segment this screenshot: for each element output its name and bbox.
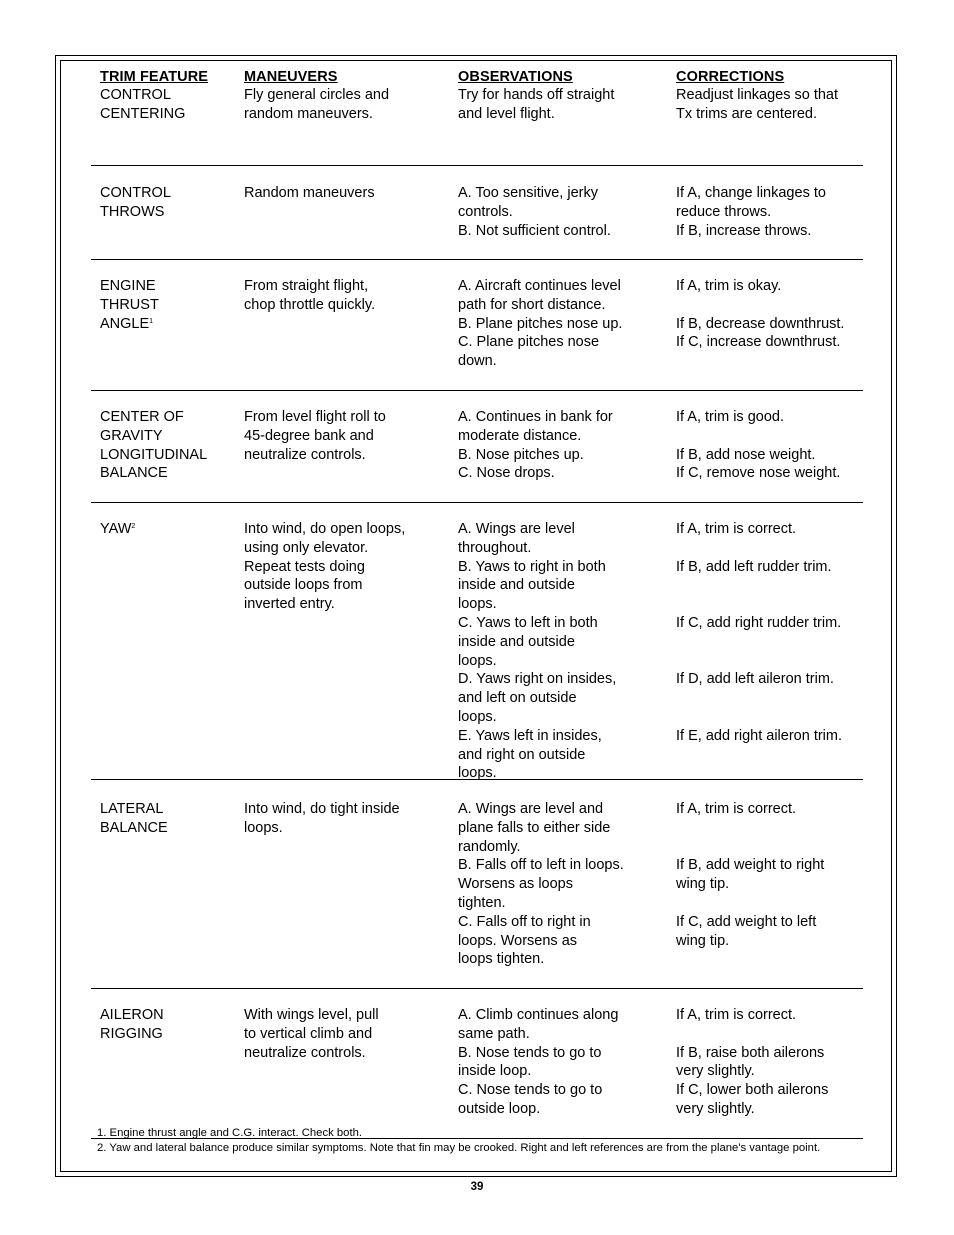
trim-feature-text: CENTERING bbox=[100, 105, 186, 122]
observation-line: inside loop. bbox=[458, 1063, 532, 1080]
correction-item bbox=[676, 333, 863, 352]
observation-item bbox=[458, 1044, 676, 1082]
observation-line: B. Plane pitches nose up. bbox=[458, 315, 623, 332]
header-trim-feature: TRIM FEATURE bbox=[100, 69, 209, 85]
trim-feature-text: LATERAL bbox=[100, 801, 164, 817]
correction-item bbox=[676, 595, 863, 614]
observation-line: C. Yaws to left in both bbox=[458, 614, 598, 631]
correction-item bbox=[676, 277, 863, 296]
observation-line: B. Falls off to left in loops. bbox=[458, 857, 624, 874]
correction-item bbox=[676, 894, 863, 913]
maneuvers-cell bbox=[244, 277, 458, 390]
observations-cell bbox=[458, 520, 676, 782]
maneuver-line: loops. bbox=[244, 819, 283, 836]
observation-line: loops. bbox=[458, 652, 497, 669]
maneuver-line: Repeat tests doing bbox=[244, 558, 365, 575]
corrections-cell bbox=[676, 184, 863, 259]
maneuver-line: 45-degree bank and bbox=[244, 427, 374, 444]
observation-line: B. Yaws to right in both bbox=[458, 558, 606, 575]
maneuver-line: Into wind, do tight inside bbox=[244, 801, 400, 817]
correction-line: If C, remove nose weight. bbox=[676, 465, 841, 482]
correction-item bbox=[676, 838, 863, 857]
observations-cell bbox=[458, 1006, 676, 1138]
observation-line: outside loop. bbox=[458, 1100, 541, 1117]
corrections-cell bbox=[676, 800, 863, 988]
footnote-2: 2. Yaw and lateral balance produce similar symptoms. Note that fin may be crooked. Right and left references are from the plane's vantage point. bbox=[97, 1141, 821, 1154]
observation-item bbox=[458, 277, 676, 315]
correction-item bbox=[676, 315, 863, 334]
correction-item bbox=[676, 539, 863, 558]
observation-line: moderate distance. bbox=[458, 427, 582, 444]
table-row bbox=[91, 86, 863, 166]
trim-feature-cell bbox=[91, 277, 244, 390]
observation-line: throughout. bbox=[458, 539, 532, 556]
observation-line: A. Wings are level bbox=[458, 521, 575, 537]
footnote-1: 1. Engine thrust angle and C.G. interact. Check both. bbox=[97, 1127, 363, 1139]
trim-feature-line bbox=[100, 86, 244, 105]
table-row bbox=[91, 260, 863, 391]
observations-cell bbox=[458, 408, 676, 502]
correction-item bbox=[676, 520, 863, 539]
trim-feature-cell bbox=[91, 1006, 244, 1138]
trim-feature-line bbox=[100, 296, 244, 315]
header-corrections: CORRECTIONS bbox=[676, 69, 785, 85]
observation-item bbox=[458, 333, 676, 371]
observations-cell bbox=[458, 184, 676, 259]
observation-line: plane falls to either side bbox=[458, 819, 611, 836]
observation-line: A. Continues in bank for bbox=[458, 409, 613, 425]
correction-item bbox=[676, 86, 863, 124]
observation-line: C. Falls off to right in bbox=[458, 913, 591, 930]
correction-line: wing tip. bbox=[676, 932, 730, 949]
maneuver-line: Random maneuvers bbox=[244, 185, 375, 201]
observation-item bbox=[458, 408, 676, 446]
header-observations: OBSERVATIONS bbox=[458, 69, 573, 85]
correction-line: If D, add left aileron trim. bbox=[676, 671, 834, 688]
table-row bbox=[91, 989, 863, 1139]
maneuver-line: inverted entry. bbox=[244, 596, 335, 613]
observation-line: D. Yaws right on insides, bbox=[458, 671, 617, 688]
observation-item bbox=[458, 315, 676, 334]
trim-feature-text: BALANCE bbox=[100, 465, 168, 482]
correction-line: If A, trim is correct. bbox=[676, 521, 797, 537]
table-row bbox=[91, 780, 863, 989]
trim-feature-cell bbox=[91, 184, 244, 259]
trim-feature-line bbox=[100, 203, 244, 222]
observations-cell bbox=[458, 277, 676, 390]
correction-item bbox=[676, 913, 863, 951]
correction-line: If B, add left rudder trim. bbox=[676, 558, 832, 575]
maneuver-line: From straight flight, bbox=[244, 278, 369, 294]
trim-feature-line bbox=[100, 819, 244, 838]
trim-feature-cell bbox=[91, 86, 244, 165]
correction-item bbox=[676, 464, 863, 483]
observation-line: A. Aircraft continues level bbox=[458, 278, 621, 294]
correction-line: If A, change linkages to bbox=[676, 185, 826, 201]
trim-feature-line bbox=[100, 1025, 244, 1044]
observation-line: loops. bbox=[458, 708, 497, 725]
observation-line: randomly. bbox=[458, 838, 521, 855]
correction-line: If B, add weight to right bbox=[676, 857, 825, 874]
observation-line: path for short distance. bbox=[458, 296, 606, 313]
correction-item bbox=[676, 614, 863, 633]
observation-item bbox=[458, 670, 676, 726]
observation-line: A. Wings are level and bbox=[458, 801, 604, 817]
trim-feature-line bbox=[100, 800, 244, 819]
maneuvers-cell bbox=[244, 86, 458, 165]
correction-item bbox=[676, 670, 863, 689]
correction-item bbox=[676, 184, 863, 222]
observation-item bbox=[458, 520, 676, 558]
correction-item bbox=[676, 408, 863, 427]
observation-item bbox=[458, 1081, 676, 1119]
maneuver-line: With wings level, pull bbox=[244, 1007, 379, 1023]
observations-cell bbox=[458, 86, 676, 165]
corrections-cell bbox=[676, 1006, 863, 1138]
observation-item bbox=[458, 913, 676, 969]
table-row bbox=[91, 166, 863, 260]
trim-feature-text: THROWS bbox=[100, 203, 165, 220]
trim-feature-text: RIGGING bbox=[100, 1025, 163, 1042]
observation-line: A. Climb continues along bbox=[458, 1007, 619, 1023]
correction-item bbox=[676, 1081, 863, 1119]
correction-line: Readjust linkages so that bbox=[676, 87, 839, 103]
correction-line: If A, trim is good. bbox=[676, 409, 784, 425]
correction-line: If C, add weight to left bbox=[676, 913, 817, 930]
trim-feature-line bbox=[100, 464, 244, 483]
observation-item bbox=[458, 86, 676, 124]
correction-line: If B, decrease downthrust. bbox=[676, 315, 845, 332]
table-row bbox=[91, 503, 863, 780]
correction-item bbox=[676, 727, 863, 746]
trim-feature-line bbox=[100, 184, 244, 203]
trim-feature-text: BALANCE bbox=[100, 819, 168, 836]
trim-feature-line bbox=[100, 1006, 244, 1025]
trim-feature-line bbox=[100, 446, 244, 465]
corrections-cell bbox=[676, 520, 863, 779]
footnotes bbox=[97, 1126, 820, 1155]
trim-feature-line bbox=[100, 427, 244, 446]
maneuver-line: neutralize controls. bbox=[244, 1044, 366, 1061]
corrections-cell bbox=[676, 277, 863, 390]
trim-feature-line bbox=[100, 408, 244, 427]
trim-feature-line bbox=[100, 277, 244, 296]
observation-line: E. Yaws left in insides, bbox=[458, 727, 602, 744]
correction-line: very slightly. bbox=[676, 1063, 755, 1080]
maneuver-line: chop throttle quickly. bbox=[244, 296, 376, 313]
observation-line: B. Not sufficient control. bbox=[458, 222, 611, 239]
footnote-marker: 1 bbox=[149, 317, 154, 325]
correction-item bbox=[676, 633, 863, 652]
observation-line: and right on outside bbox=[458, 746, 586, 763]
maneuver-line: From level flight roll to bbox=[244, 409, 386, 425]
correction-item bbox=[676, 800, 863, 819]
header-maneuvers: MANEUVERS bbox=[244, 69, 338, 85]
trim-feature-text: THRUST bbox=[100, 296, 159, 313]
observation-line: and level flight. bbox=[458, 105, 555, 122]
observation-line: tighten. bbox=[458, 894, 506, 911]
maneuver-line: Fly general circles and bbox=[244, 87, 390, 103]
trim-feature-text: LONGITUDINAL bbox=[100, 446, 208, 463]
maneuver-line: random maneuvers. bbox=[244, 105, 373, 122]
observation-line: C. Nose drops. bbox=[458, 465, 555, 482]
trim-feature-text: ENGINE bbox=[100, 278, 156, 294]
trim-feature-text: AILERON bbox=[100, 1007, 164, 1023]
trim-feature-line bbox=[100, 520, 244, 539]
correction-line: If B, increase throws. bbox=[676, 222, 812, 239]
observation-line: loops. bbox=[458, 596, 497, 613]
observation-line: C. Plane pitches nose bbox=[458, 334, 600, 351]
correction-line: If C, lower both ailerons bbox=[676, 1082, 829, 1099]
correction-line: very slightly. bbox=[676, 1100, 755, 1117]
observation-item bbox=[458, 464, 676, 483]
correction-item bbox=[676, 708, 863, 727]
observation-line: C. Nose tends to go to bbox=[458, 1082, 603, 1099]
correction-item bbox=[676, 222, 863, 241]
correction-item bbox=[676, 576, 863, 595]
corrections-cell bbox=[676, 86, 863, 165]
observation-line: and left on outside bbox=[458, 690, 577, 707]
correction-item bbox=[676, 1006, 863, 1025]
correction-line: reduce throws. bbox=[676, 203, 772, 220]
maneuvers-cell bbox=[244, 184, 458, 259]
trim-feature-text: CENTER OF bbox=[100, 409, 184, 425]
correction-item bbox=[676, 558, 863, 577]
maneuver-line: Into wind, do open loops, bbox=[244, 521, 406, 537]
correction-item bbox=[676, 1025, 863, 1044]
correction-item bbox=[676, 446, 863, 465]
table-body bbox=[91, 86, 863, 1139]
observation-line: down. bbox=[458, 353, 497, 370]
trim-feature-text: GRAVITY bbox=[100, 427, 163, 444]
observation-line: loops. Worsens as bbox=[458, 932, 578, 949]
correction-line: wing tip. bbox=[676, 876, 730, 893]
correction-item bbox=[676, 296, 863, 315]
table-row bbox=[91, 391, 863, 503]
observation-item bbox=[458, 446, 676, 465]
maneuvers-cell bbox=[244, 408, 458, 502]
observation-item bbox=[458, 614, 676, 670]
observation-line: B. Nose pitches up. bbox=[458, 446, 584, 463]
observation-line: loops tighten. bbox=[458, 951, 545, 968]
maneuvers-cell bbox=[244, 520, 458, 779]
correction-item bbox=[676, 1044, 863, 1082]
maneuver-line: neutralize controls. bbox=[244, 446, 366, 463]
correction-line: If B, raise both ailerons bbox=[676, 1044, 825, 1061]
observation-line: loops. bbox=[458, 765, 497, 782]
maneuvers-cell bbox=[244, 800, 458, 988]
correction-item bbox=[676, 427, 863, 446]
corrections-cell bbox=[676, 408, 863, 502]
correction-line: If A, trim is okay. bbox=[676, 278, 782, 294]
correction-line: If C, add right rudder trim. bbox=[676, 614, 842, 631]
trim-feature-line bbox=[100, 315, 244, 334]
table-header bbox=[91, 62, 863, 86]
observations-cell bbox=[458, 800, 676, 988]
observation-item bbox=[458, 184, 676, 222]
observation-item bbox=[458, 856, 676, 912]
observation-item bbox=[458, 800, 676, 856]
correction-item bbox=[676, 689, 863, 708]
correction-line: If C, increase downthrust. bbox=[676, 334, 841, 351]
observation-line: inside and outside bbox=[458, 577, 575, 594]
maneuvers-cell bbox=[244, 1006, 458, 1138]
correction-item bbox=[676, 819, 863, 838]
correction-line: If A, trim is correct. bbox=[676, 801, 797, 817]
observation-item bbox=[458, 558, 676, 614]
correction-item bbox=[676, 856, 863, 894]
maneuver-line: to vertical climb and bbox=[244, 1025, 373, 1042]
trim-table bbox=[91, 62, 863, 1139]
observation-line: Worsens as loops bbox=[458, 876, 573, 893]
trim-feature-cell bbox=[91, 520, 244, 779]
trim-feature-line bbox=[100, 105, 244, 124]
trim-feature-text: CONTROL bbox=[100, 87, 171, 103]
observation-item bbox=[458, 222, 676, 241]
correction-line: If E, add right aileron trim. bbox=[676, 727, 843, 744]
observation-line: A. Too sensitive, jerky bbox=[458, 185, 598, 201]
trim-feature-text: ANGLE bbox=[100, 315, 150, 332]
trim-feature-cell bbox=[91, 800, 244, 988]
correction-line: Tx trims are centered. bbox=[676, 105, 818, 122]
correction-item bbox=[676, 652, 863, 671]
trim-feature-cell bbox=[91, 408, 244, 502]
correction-line: If A, trim is correct. bbox=[676, 1007, 797, 1023]
maneuver-line: outside loops from bbox=[244, 577, 363, 594]
trim-feature-text: CONTROL bbox=[100, 185, 171, 201]
maneuver-line: using only elevator. bbox=[244, 539, 369, 556]
observation-item bbox=[458, 1006, 676, 1044]
page-number: 39 bbox=[470, 1181, 484, 1193]
observation-line: same path. bbox=[458, 1025, 530, 1042]
observation-line: B. Nose tends to go to bbox=[458, 1044, 602, 1061]
trim-feature-text: YAW bbox=[100, 521, 132, 537]
correction-line: If B, add nose weight. bbox=[676, 446, 816, 463]
observation-line: inside and outside bbox=[458, 633, 575, 650]
observation-line: controls. bbox=[458, 203, 513, 220]
observation-item bbox=[458, 727, 676, 783]
observation-line: Try for hands off straight bbox=[458, 87, 615, 103]
footnote-marker: 2 bbox=[131, 523, 136, 530]
